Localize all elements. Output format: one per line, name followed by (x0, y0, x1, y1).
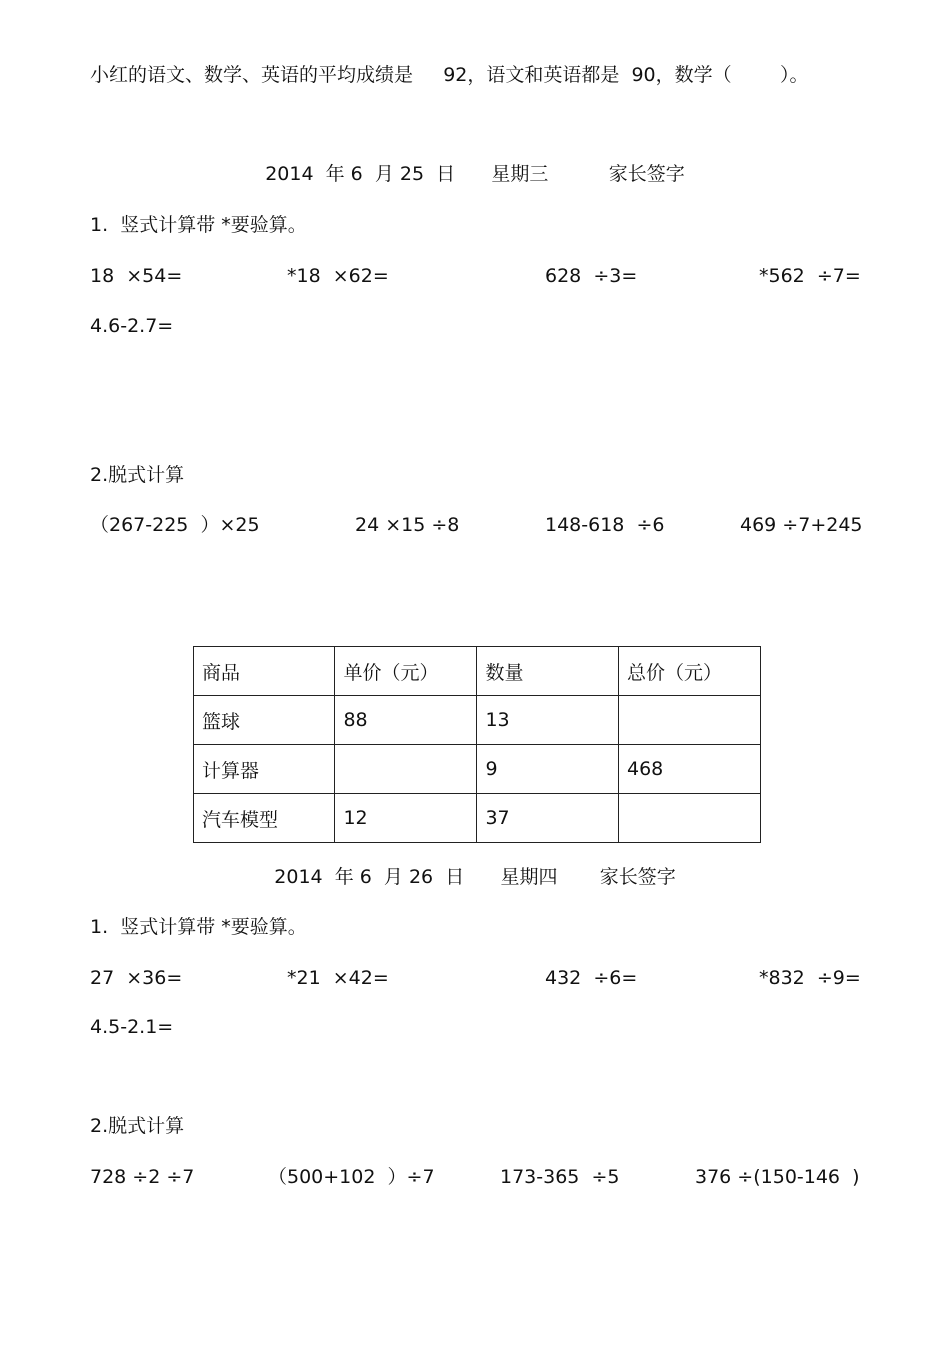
day1-calc-1: （267-225 ）×25 (90, 514, 260, 536)
table-cell (618, 696, 760, 745)
table-cell: 88 (335, 696, 477, 745)
day1-section1-title: 1. 竖式计算带 *要验算。 (90, 214, 307, 236)
table-row (194, 745, 761, 794)
table-header-cell: 单价（元） (335, 647, 477, 696)
table-row (194, 794, 761, 843)
day2-problem-1: 27 ×36= (90, 967, 183, 989)
table-cell: 篮球 (194, 696, 335, 745)
table-cell: 37 (477, 794, 619, 843)
table-cell: 9 (477, 745, 619, 794)
intro-question: 小红的语文、数学、英语的平均成绩是 92，语文和英语都是 90，数学（ ）。 (90, 64, 809, 86)
price-table (193, 646, 761, 843)
day2-problem-extra: 4.5-2.1= (90, 1016, 174, 1038)
day1-problem-extra: 4.6-2.7= (90, 315, 174, 337)
day1-calc-2: 24 ×15 ÷8 (355, 514, 460, 536)
day1-problem-4: *562 ÷7= (759, 265, 861, 287)
table-cell: 汽车模型 (194, 794, 335, 843)
table-cell: 计算器 (194, 745, 335, 794)
table-header-cell: 总价（元） (618, 647, 760, 696)
day1-section2-title: 2.脱式计算 (90, 464, 185, 486)
table-cell (618, 794, 760, 843)
day2-problem-3: 432 ÷6= (545, 967, 638, 989)
table-header-cell: 商品 (194, 647, 335, 696)
table-header-row (194, 647, 761, 696)
day2-calc-3: 173-365 ÷5 (500, 1166, 620, 1188)
day1-calc-3: 148-618 ÷6 (545, 514, 665, 536)
table-header-cell: 数量 (477, 647, 619, 696)
day1-calc-4: 469 ÷7+245 (740, 514, 863, 536)
day2-calc-4: 376 ÷(150-146 ) (695, 1166, 860, 1188)
day1-header: 2014 年 6 月 25 日 星期三 家长签字 (265, 163, 685, 185)
day2-calc-2: （500+102 ）÷7 (268, 1166, 435, 1188)
day2-section1-title: 1. 竖式计算带 *要验算。 (90, 916, 307, 938)
table-cell: 468 (618, 745, 760, 794)
table-cell: 13 (477, 696, 619, 745)
day1-problem-2: *18 ×62= (287, 265, 389, 287)
day1-problem-1: 18 ×54= (90, 265, 183, 287)
day2-calc-1: 728 ÷2 ÷7 (90, 1166, 195, 1188)
day2-header: 2014 年 6 月 26 日 星期四 家长签字 (274, 866, 676, 888)
day2-problem-2: *21 ×42= (287, 967, 389, 989)
table-cell (335, 745, 477, 794)
day2-section2-title: 2.脱式计算 (90, 1115, 185, 1137)
day2-problem-4: *832 ÷9= (759, 967, 861, 989)
table-row (194, 696, 761, 745)
day1-problem-3: 628 ÷3= (545, 265, 638, 287)
table-cell: 12 (335, 794, 477, 843)
